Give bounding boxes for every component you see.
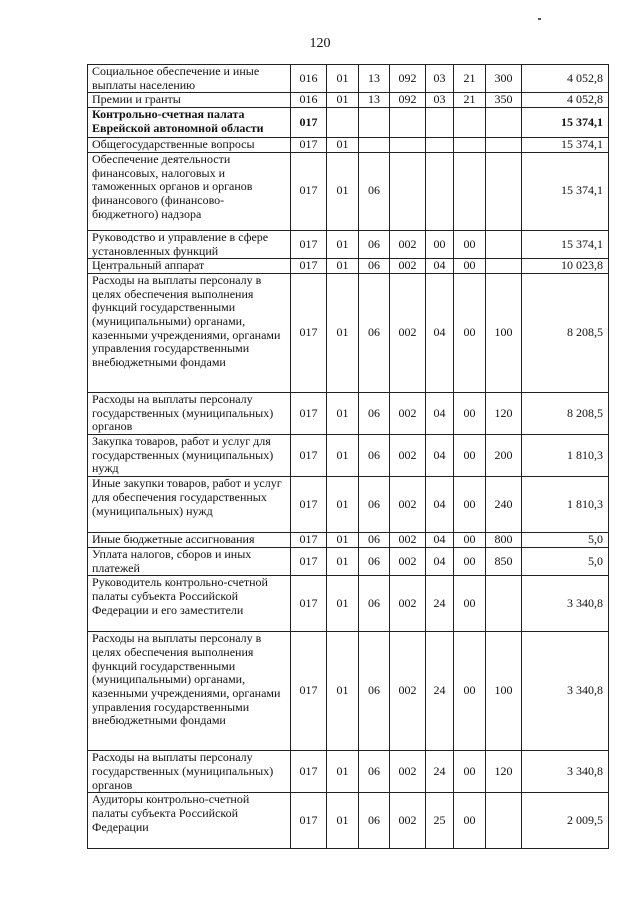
target-article-code-cell (390, 108, 426, 138)
expense-type-code-cell: 120 (486, 392, 522, 434)
target-article-code-cell: 092 (390, 93, 426, 108)
amount-cell: 3 340,8 (522, 632, 609, 751)
amount-cell: 8 208,5 (522, 392, 609, 434)
amount-cell: 15 374,1 (522, 230, 609, 258)
table-row (88, 108, 609, 138)
amount-cell: 4 052,8 (522, 65, 609, 93)
target-article-code-cell: 002 (390, 547, 426, 575)
target-article-code-cell: 04 (426, 259, 454, 274)
section-code-cell: 01 (327, 547, 359, 575)
ministry-code-cell: 017 (291, 108, 327, 138)
target-article-code-cell: 00 (454, 273, 486, 392)
target-article-code-cell (426, 152, 454, 230)
target-article-code-cell: 092 (390, 65, 426, 93)
section-code-cell: 01 (327, 477, 359, 533)
ministry-code-cell: 016 (291, 93, 327, 108)
expense-type-code-cell: 800 (486, 533, 522, 548)
section-code-cell: 01 (327, 533, 359, 548)
target-article-code-cell: 00 (454, 259, 486, 274)
row-name-cell: Закупка товаров, работ и услуг для государственных (муниципальных) нужд (88, 435, 291, 477)
target-article-code-cell (454, 138, 486, 153)
target-article-code-cell: 04 (426, 392, 454, 434)
row-name-cell: Премии и гранты (88, 93, 291, 108)
section-code-cell: 01 (327, 273, 359, 392)
amount-cell: 15 374,1 (522, 152, 609, 230)
target-article-code-cell: 04 (426, 547, 454, 575)
row-name-cell: Аудиторы контрольно-счетной палаты субъекта Российской Федерации (88, 793, 291, 849)
target-article-code-cell (426, 108, 454, 138)
target-article-code-cell: 002 (390, 533, 426, 548)
amount-cell: 15 374,1 (522, 138, 609, 153)
target-article-code-cell: 00 (454, 576, 486, 632)
section-code-cell: 01 (327, 751, 359, 793)
ministry-code-cell: 017 (291, 138, 327, 153)
table-row (88, 632, 609, 751)
ministry-code-cell: 017 (291, 435, 327, 477)
table-row (88, 576, 609, 632)
target-article-code-cell (454, 108, 486, 138)
target-article-code-cell: 00 (454, 533, 486, 548)
target-article-code-cell: 00 (454, 435, 486, 477)
section-code-cell: 01 (327, 793, 359, 849)
section-code-cell: 01 (327, 152, 359, 230)
subsection-code-cell: 06 (359, 533, 390, 548)
target-article-code-cell: 21 (454, 93, 486, 108)
row-name-cell: Руководитель контрольно-счетной палаты субъекта Российской Федерации и его заместители (88, 576, 291, 632)
page-number: 120 (309, 36, 331, 51)
ministry-code-cell: 017 (291, 632, 327, 751)
amount-cell: 3 340,8 (522, 751, 609, 793)
amount-cell: 2 009,5 (522, 793, 609, 849)
section-code-cell: 01 (327, 138, 359, 153)
target-article-code-cell: 002 (390, 435, 426, 477)
target-article-code-cell: 00 (454, 632, 486, 751)
subsection-code-cell: 06 (359, 273, 390, 392)
expense-type-code-cell (486, 138, 522, 153)
amount-cell: 5,0 (522, 533, 609, 548)
subsection-code-cell: 06 (359, 230, 390, 258)
table-row (88, 259, 609, 274)
ministry-code-cell: 017 (291, 230, 327, 258)
subsection-code-cell (359, 108, 390, 138)
expense-type-code-cell: 850 (486, 547, 522, 575)
target-article-code-cell: 002 (390, 259, 426, 274)
expense-type-code-cell: 100 (486, 632, 522, 751)
expense-type-code-cell (486, 259, 522, 274)
row-name-cell: Расходы на выплаты персоналу в целях обеспечения выполнения функций государственными (муниципальными) органами, казенными учреждениями, органами управления государственными внебюджетными фондами (88, 273, 291, 392)
target-article-code-cell: 00 (426, 230, 454, 258)
table-row (88, 152, 609, 230)
expense-type-code-cell (486, 108, 522, 138)
target-article-code-cell (390, 138, 426, 153)
expense-type-code-cell (486, 230, 522, 258)
expense-type-code-cell: 240 (486, 477, 522, 533)
target-article-code-cell: 002 (390, 576, 426, 632)
ministry-code-cell: 017 (291, 793, 327, 849)
row-name-cell: Расходы на выплаты персоналу государственных (муниципальных) органов (88, 751, 291, 793)
table-row (88, 793, 609, 849)
subsection-code-cell: 06 (359, 152, 390, 230)
target-article-code-cell: 002 (390, 632, 426, 751)
section-code-cell: 01 (327, 65, 359, 93)
row-name-cell: Обеспечение деятельности финансовых, налоговых и таможенных органов и органов финансового (финансово-бюджетного) надзора (88, 152, 291, 230)
subsection-code-cell: 06 (359, 477, 390, 533)
target-article-code-cell: 00 (454, 392, 486, 434)
expense-type-code-cell: 200 (486, 435, 522, 477)
table-row (88, 533, 609, 548)
row-name-cell: Иные закупки товаров, работ и услуг для обеспечения государственных (муниципальных) нужд (88, 477, 291, 533)
ministry-code-cell: 017 (291, 576, 327, 632)
target-article-code-cell: 04 (426, 477, 454, 533)
ministry-code-cell: 017 (291, 259, 327, 274)
row-name-cell: Уплата налогов, сборов и иных платежей (88, 547, 291, 575)
target-article-code-cell: 00 (454, 547, 486, 575)
budget-table (87, 64, 609, 849)
target-article-code-cell: 24 (426, 632, 454, 751)
subsection-code-cell: 13 (359, 93, 390, 108)
target-article-code-cell: 04 (426, 533, 454, 548)
subsection-code-cell: 06 (359, 547, 390, 575)
target-article-code-cell: 04 (426, 435, 454, 477)
section-code-cell: 01 (327, 435, 359, 477)
row-name-cell: Общегосударственные вопросы (88, 138, 291, 153)
expense-type-code-cell (486, 152, 522, 230)
subsection-code-cell: 06 (359, 632, 390, 751)
target-article-code-cell: 03 (426, 93, 454, 108)
subsection-code-cell: 06 (359, 392, 390, 434)
amount-cell: 1 810,3 (522, 477, 609, 533)
target-article-code-cell: 00 (454, 230, 486, 258)
ministry-code-cell: 017 (291, 273, 327, 392)
table-row (88, 392, 609, 434)
target-article-code-cell: 25 (426, 793, 454, 849)
section-code-cell: 01 (327, 392, 359, 434)
scan-mark (538, 18, 541, 20)
amount-cell: 3 340,8 (522, 576, 609, 632)
ministry-code-cell: 017 (291, 152, 327, 230)
subsection-code-cell: 06 (359, 259, 390, 274)
row-name-cell: Расходы на выплаты персоналу в целях обеспечения выполнения функций государственными (муниципальными) органами, казенными учреждениями, органами управления государственными внебюджетными фондами (88, 632, 291, 751)
ministry-code-cell: 017 (291, 477, 327, 533)
table-row (88, 138, 609, 153)
table-row (88, 65, 609, 93)
target-article-code-cell: 24 (426, 751, 454, 793)
ministry-code-cell: 016 (291, 65, 327, 93)
amount-cell: 1 810,3 (522, 435, 609, 477)
target-article-code-cell: 00 (454, 477, 486, 533)
table-row (88, 230, 609, 258)
expense-type-code-cell: 350 (486, 93, 522, 108)
expense-type-code-cell: 300 (486, 65, 522, 93)
target-article-code-cell: 04 (426, 273, 454, 392)
section-code-cell (327, 108, 359, 138)
expense-type-code-cell: 120 (486, 751, 522, 793)
section-code-cell: 01 (327, 230, 359, 258)
target-article-code-cell: 002 (390, 751, 426, 793)
subsection-code-cell: 06 (359, 793, 390, 849)
section-code-cell: 01 (327, 576, 359, 632)
row-name-cell: Центральный аппарат (88, 259, 291, 274)
target-article-code-cell: 24 (426, 576, 454, 632)
subsection-code-cell: 13 (359, 65, 390, 93)
ministry-code-cell: 017 (291, 751, 327, 793)
target-article-code-cell: 002 (390, 793, 426, 849)
amount-cell: 4 052,8 (522, 93, 609, 108)
table-row (88, 435, 609, 477)
row-name-cell: Расходы на выплаты персоналу государственных (муниципальных) органов (88, 392, 291, 434)
table-row (88, 93, 609, 108)
section-code-cell: 01 (327, 259, 359, 274)
row-name-cell: Контрольно-счетная палата Еврейской автономной области (88, 108, 291, 138)
expense-type-code-cell (486, 576, 522, 632)
target-article-code-cell: 002 (390, 230, 426, 258)
subsection-code-cell: 06 (359, 576, 390, 632)
target-article-code-cell (390, 152, 426, 230)
subsection-code-cell: 06 (359, 751, 390, 793)
amount-cell: 10 023,8 (522, 259, 609, 274)
section-code-cell: 01 (327, 632, 359, 751)
section-code-cell: 01 (327, 93, 359, 108)
target-article-code-cell: 03 (426, 65, 454, 93)
row-name-cell: Иные бюджетные ассигнования (88, 533, 291, 548)
table-row (88, 273, 609, 392)
target-article-code-cell (426, 138, 454, 153)
amount-cell: 15 374,1 (522, 108, 609, 138)
amount-cell: 8 208,5 (522, 273, 609, 392)
expense-type-code-cell (486, 793, 522, 849)
amount-cell: 5,0 (522, 547, 609, 575)
target-article-code-cell (454, 152, 486, 230)
row-name-cell: Руководство и управление в сфере установленных функций (88, 230, 291, 258)
table-row (88, 547, 609, 575)
table-row (88, 477, 609, 533)
ministry-code-cell: 017 (291, 547, 327, 575)
row-name-cell: Социальное обеспечение и иные выплаты населению (88, 65, 291, 93)
target-article-code-cell: 21 (454, 65, 486, 93)
table-row (88, 751, 609, 793)
subsection-code-cell (359, 138, 390, 153)
subsection-code-cell: 06 (359, 435, 390, 477)
target-article-code-cell: 002 (390, 273, 426, 392)
ministry-code-cell: 017 (291, 533, 327, 548)
target-article-code-cell: 002 (390, 477, 426, 533)
target-article-code-cell: 002 (390, 392, 426, 434)
expense-type-code-cell: 100 (486, 273, 522, 392)
target-article-code-cell: 00 (454, 751, 486, 793)
target-article-code-cell: 00 (454, 793, 486, 849)
ministry-code-cell: 017 (291, 392, 327, 434)
